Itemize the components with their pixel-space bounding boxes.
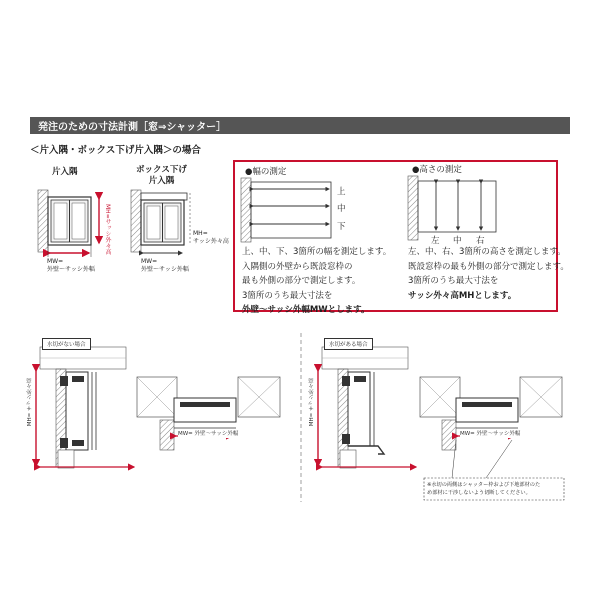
- section-right-drawing: [318, 347, 564, 500]
- section-left-drawing: [36, 347, 280, 468]
- section-left-mw-label: MW= 外壁～サッシ外幅: [178, 431, 239, 437]
- case-right-mh-label: MH= サッシ外々高: [193, 230, 229, 245]
- case-left-mh-label: MH=サッシ外々高: [104, 204, 111, 255]
- width-measure-text: 上、中、下、3箇所の幅を測定します。 入隅側の外壁から既設窓枠の 最も外側の部分で測定します。 3箇所のうち最大寸法を 外壁～サッシ外幅MWとします。: [242, 247, 392, 315]
- height-measure-heading: ●高さの測定: [412, 165, 462, 175]
- case-right-label: ボックス下げ 片入隅: [136, 165, 187, 186]
- case-left-drawing: [38, 190, 99, 257]
- case-left-mw-label: MW= 外壁～サッシ外幅: [47, 258, 95, 273]
- section-left-label: 水切がない場合: [42, 338, 91, 350]
- case-subtitle: ＜片入隅・ボックス下げ片入隅＞の場合: [30, 145, 201, 156]
- case-right-drawing: [131, 190, 190, 253]
- width-pos-bottom: 下: [337, 222, 346, 232]
- height-pos-left: 左: [431, 236, 440, 246]
- section-title: 発注のための寸法計測［窓⇒シャッター］: [38, 122, 227, 133]
- height-measure-text: 左、中、右、3箇所の高さを測定します。 既設窓枠の最も外側の部分で測定します。 3箇所のうち最大寸法を サッシ外々高MHとします。: [408, 247, 569, 301]
- case-right-mw-label: MW= 外壁～サッシ外幅: [141, 258, 189, 273]
- case-left-label: 片入隅: [52, 167, 78, 177]
- width-pos-middle: 中: [337, 204, 346, 214]
- height-pos-right: 右: [476, 236, 485, 246]
- section-left-mh-label: MH= サッシ外々高: [27, 378, 33, 427]
- width-measure-heading: ●幅の測定: [245, 167, 287, 177]
- width-pos-top: 上: [337, 187, 346, 197]
- section-right-mh-label: MH= サッシ外々高: [309, 378, 315, 427]
- section-right-label: 水切がある場合: [324, 338, 373, 350]
- section-right-mw-label: MW= 外壁～サッシ外幅: [460, 431, 521, 437]
- section-right-note: ※水切の両側はシャッター枠および下地部材のた め部材に干渉しないよう切断してください。: [427, 482, 541, 496]
- height-pos-middle: 中: [453, 236, 462, 246]
